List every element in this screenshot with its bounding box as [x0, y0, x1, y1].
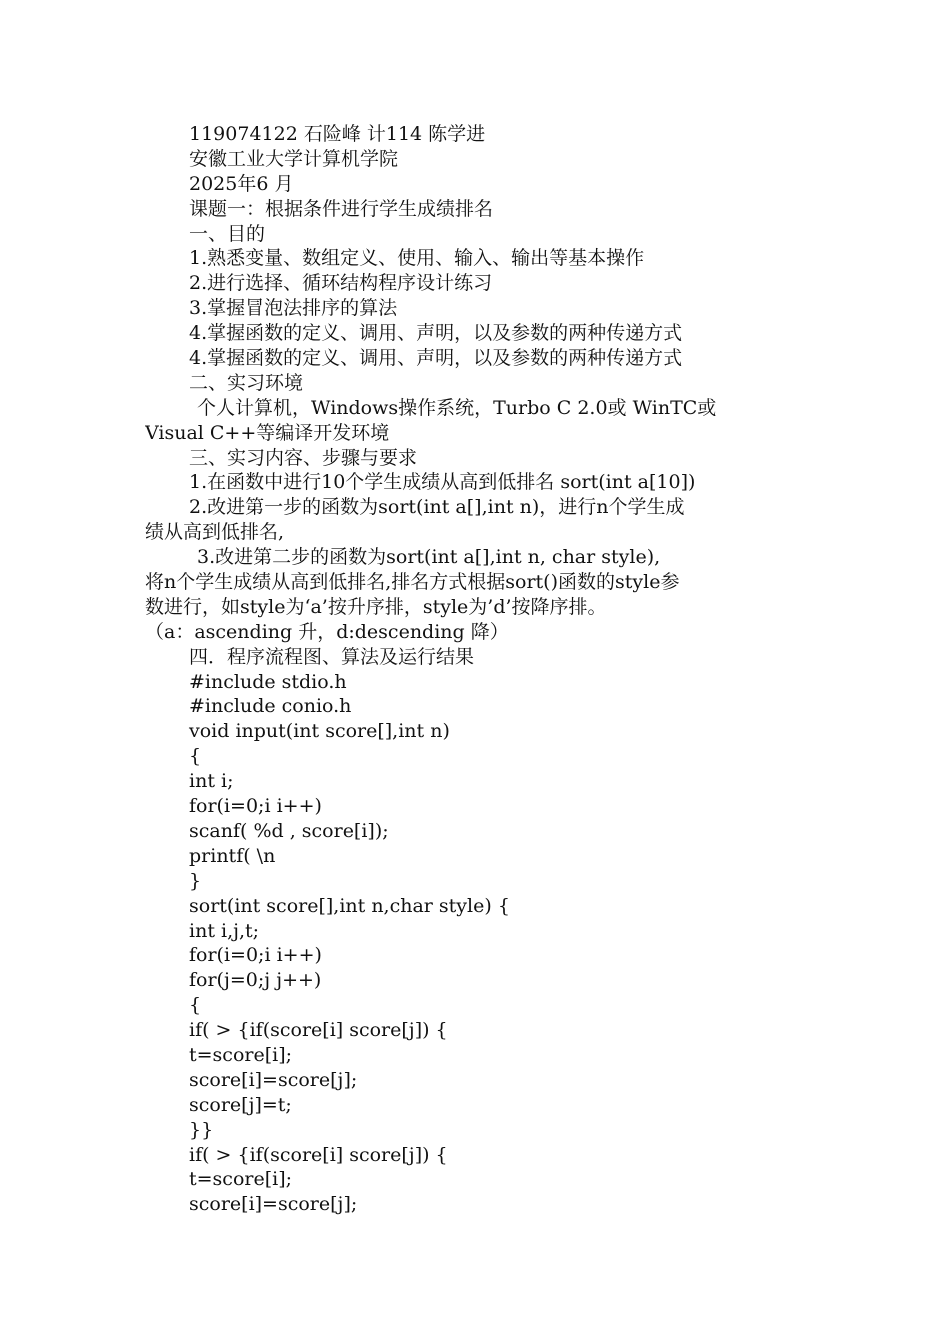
text-line: scanf( %d , score[i]); — [189, 819, 389, 842]
text-line: 4.掌握函数的定义、调用、声明，以及参数的两种传递方式 — [189, 347, 683, 370]
text-line: }} — [189, 1118, 214, 1141]
text-line: 三、实习内容、步骤与要求 — [189, 446, 418, 469]
text-line: for(j=0;j j++) — [189, 969, 322, 992]
text-line: 1.熟悉变量、数组定义、使用、输入、输出等基本操作 — [189, 247, 645, 270]
text-line: 2025年6 月 — [189, 172, 294, 195]
text-line: 一、目的 — [189, 222, 266, 245]
text-line: 1.在函数中进行10个学生成绩从高到低排名 sort(int a[10]) — [189, 471, 696, 494]
text-line: { — [189, 994, 202, 1017]
text-line: Visual C++等编译开发环境 — [145, 421, 390, 444]
text-line: 4.掌握函数的定义、调用、声明，以及参数的两种传递方式 — [189, 322, 683, 345]
text-line: if( > {if(score[i] score[j]) { — [189, 1019, 448, 1042]
text-line: } — [189, 869, 202, 892]
document-body — [145, 122, 810, 1217]
text-line: void input(int score[],int n) — [189, 720, 450, 743]
text-line: for(i=0;i i++) — [189, 944, 322, 967]
text-line: 119074122 石险峰 计114 陈学进 — [189, 123, 486, 145]
text-line: 二、实习环境 — [189, 371, 304, 394]
text-line: score[j]=t; — [189, 1093, 292, 1116]
text-line: （a：ascending 升，d:descending 降） — [145, 620, 509, 643]
text-line: 数进行，如style为‘a’按升序排，style为’d’按降序排。 — [145, 595, 607, 618]
text-line: for(i=0;i i++) — [189, 795, 322, 818]
text-line: 2.进行选择、循环结构程序设计练习 — [189, 272, 493, 295]
text-line: 安徽工业大学计算机学院 — [189, 147, 399, 170]
text-line: int i; — [189, 770, 234, 793]
text-line: sort(int score[],int n,char style) { — [189, 894, 510, 917]
text-line: 3.改进第二步的函数为sort(int a[],int n, char style), — [197, 546, 661, 569]
text-line: score[i]=score[j]; — [189, 1193, 358, 1216]
text-line: #include stdio.h — [189, 670, 347, 693]
text-line: printf( \n — [189, 844, 276, 867]
text-line: 个人计算机，Windows操作系统，Turbo C 2.0或 WinTC或 — [197, 396, 717, 419]
text-line: 2.改进第一步的函数为sort(int a[],int n)，进行n个学生成 — [189, 496, 685, 519]
text-line: 绩从高到低排名, — [145, 521, 285, 544]
text-line: #include conio.h — [189, 695, 352, 718]
text-line: 3.掌握冒泡法排序的算法 — [189, 297, 398, 320]
text-line: { — [189, 745, 202, 768]
text-line: if( > {if(score[i] score[j]) { — [189, 1143, 448, 1166]
text-line: int i,j,t; — [189, 919, 260, 942]
text-line: 将n个学生成绩从高到低排名,排名方式根据sort()函数的style参 — [145, 571, 680, 594]
text-line: 课题一：根据条件进行学生成绩排名 — [189, 197, 494, 220]
text-line: t=score[i]; — [189, 1168, 293, 1191]
text-line: 四．程序流程图、算法及运行结果 — [189, 645, 475, 668]
text-line: score[i]=score[j]; — [189, 1068, 358, 1091]
text-line: t=score[i]; — [189, 1043, 293, 1066]
